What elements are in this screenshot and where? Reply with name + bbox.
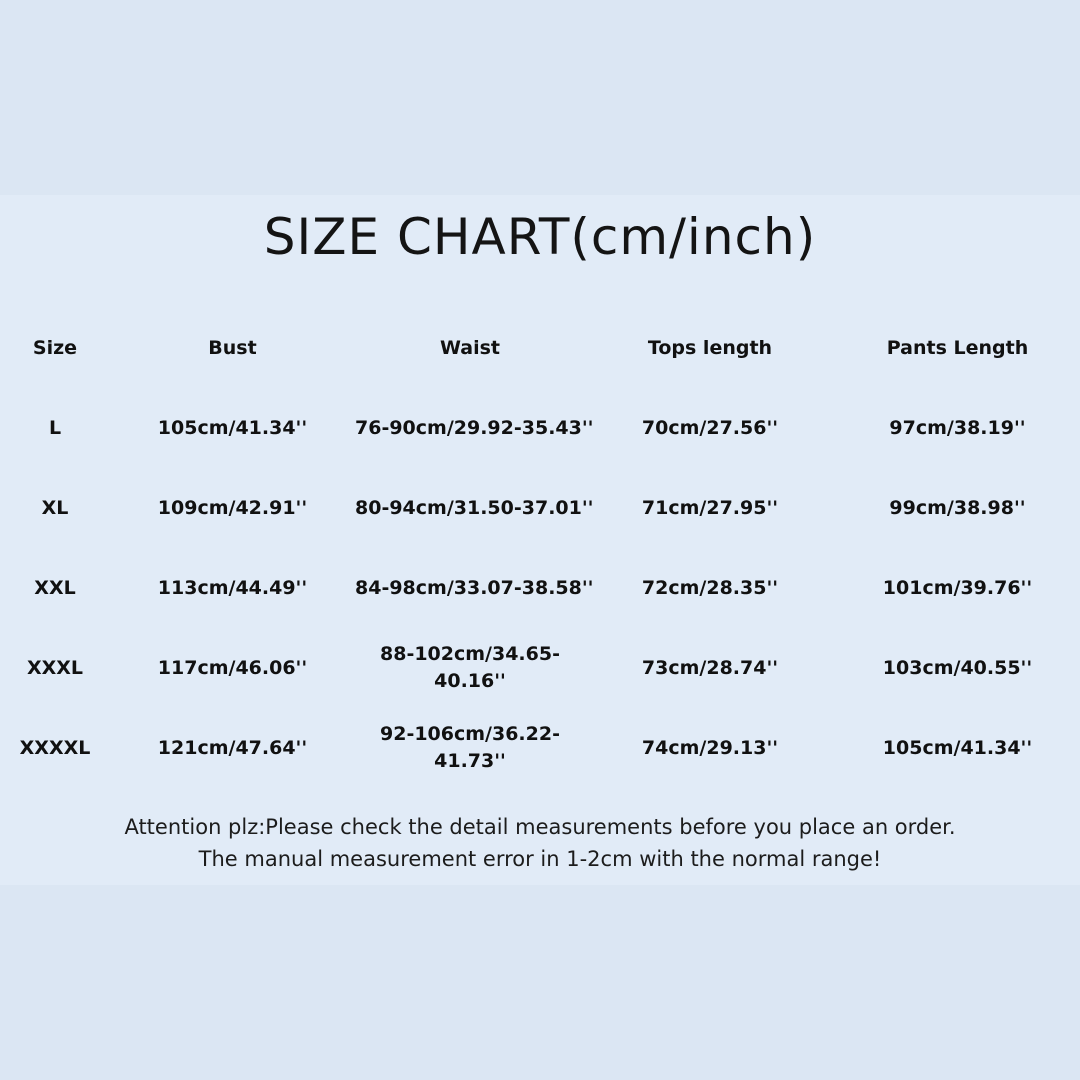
header-tops-length: Tops length	[647, 337, 773, 359]
size-chart-title: SIZE CHART(cm/inch)	[263, 208, 817, 266]
cell-size: XXL	[34, 577, 76, 599]
cell-bust: 109cm/42.91''	[157, 497, 308, 519]
table-row	[0, 548, 1080, 628]
background-top	[0, 0, 1080, 195]
cell-waist	[355, 628, 585, 708]
cell-waist: 76-90cm/29.92-35.43''	[355, 417, 594, 439]
header-pants-length: Pants Length	[886, 337, 1029, 359]
cell-tops-length: 74cm/29.13''	[641, 737, 779, 759]
size-table	[0, 308, 1080, 788]
table-row	[0, 468, 1080, 548]
table-row	[0, 628, 1080, 708]
cell-pants-length: 99cm/38.98''	[889, 497, 1026, 519]
cell-tops-length: 70cm/27.56''	[641, 417, 779, 439]
cell-size: XXXL	[26, 657, 84, 679]
cell-pants-length: 97cm/38.19''	[889, 417, 1026, 439]
cell-size: XL	[41, 497, 69, 519]
cell-bust: 117cm/46.06''	[157, 657, 308, 679]
measurement-error-note: The manual measurement error in 1-2cm with the normal range!	[198, 847, 882, 871]
cell-pants-length: 103cm/40.55''	[882, 657, 1033, 679]
table-row	[0, 708, 1080, 788]
cell-tops-length: 71cm/27.95''	[641, 497, 779, 519]
cell-tops-length: 73cm/28.74''	[641, 657, 779, 679]
cell-size: L	[48, 417, 62, 439]
cell-size: XXXXL	[19, 737, 91, 759]
cell-bust: 105cm/41.34''	[157, 417, 308, 439]
cell-bust: 113cm/44.49''	[157, 577, 308, 599]
cell-waist-text: 92-106cm/36.22-41.73''	[380, 723, 560, 772]
table-header-row	[0, 308, 1080, 388]
header-size: Size	[32, 337, 78, 359]
background-bottom	[0, 885, 1080, 1080]
cell-waist	[355, 708, 585, 788]
cell-waist: 80-94cm/31.50-37.01''	[355, 497, 594, 519]
attention-note: Attention plz:Please check the detail measurements before you place an order.	[124, 815, 956, 839]
header-bust: Bust	[208, 337, 257, 359]
cell-waist: 84-98cm/33.07-38.58''	[355, 577, 594, 599]
cell-bust: 121cm/47.64''	[157, 737, 308, 759]
cell-tops-length: 72cm/28.35''	[641, 577, 779, 599]
cell-pants-length: 101cm/39.76''	[882, 577, 1033, 599]
table-row	[0, 388, 1080, 468]
cell-pants-length: 105cm/41.34''	[882, 737, 1033, 759]
cell-waist-text: 88-102cm/34.65-40.16''	[380, 643, 560, 692]
header-waist: Waist	[439, 337, 500, 359]
